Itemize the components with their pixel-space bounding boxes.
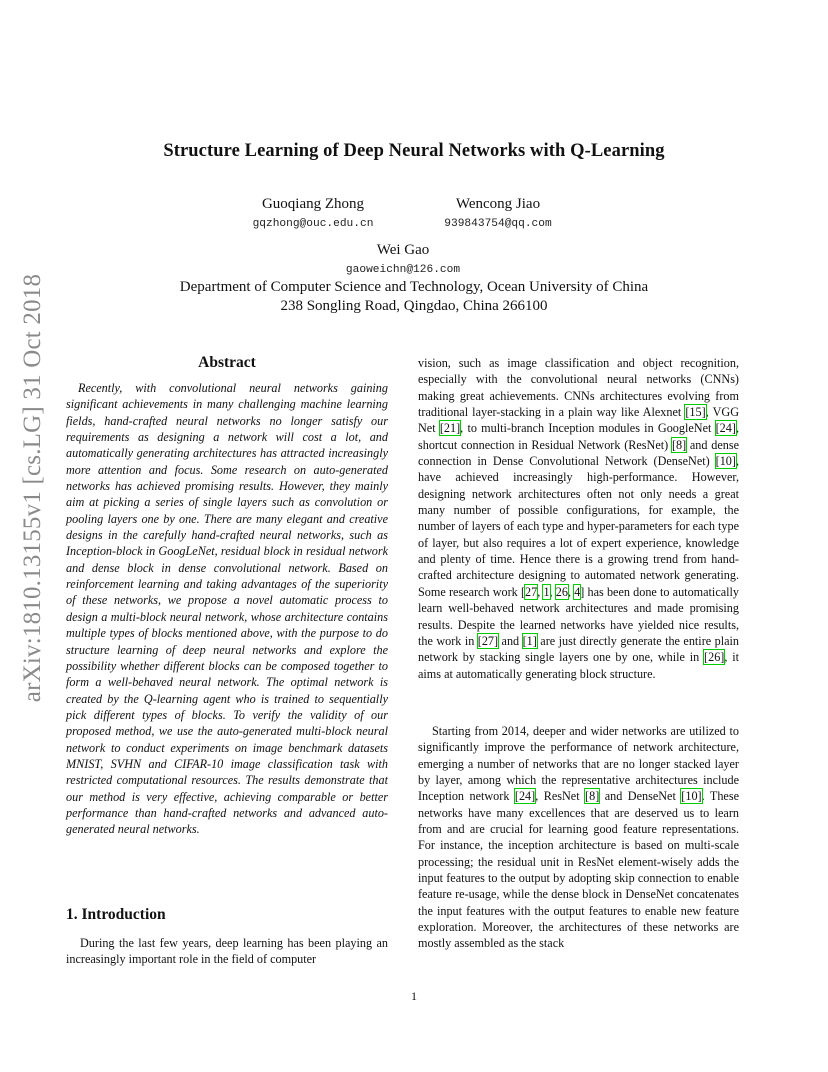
citation-link[interactable]: 26 — [555, 584, 568, 599]
author-block-1 — [213, 196, 413, 230]
author-block-2 — [398, 196, 598, 230]
introduction-heading: 1. Introduction — [66, 906, 166, 923]
author-block-3 — [303, 242, 503, 276]
abstract-heading: Abstract — [198, 354, 256, 371]
citation-link[interactable]: 4 — [574, 584, 581, 599]
right-column-paragraph-1: vision, such as image classification and object recognition, especially with the convolutional neural networks (CNNs) making great achievements. CNNs architectures evolving from traditional layer-stacking in a plain way like Alexnet [15], VGG Net [21], to multi-branch Inception modules in GoogleNet [24], shortcut connection in Residual Network (ResNet) [8] and dense connection in Dense Convolutional Network (DenseNet) [10], have achieved increasingly high-performance. However, designing network architectures often not only needs a great many number of possible configurations, for example, the number of layers of each type and hyper-parameters for each type of layer, but also requires a lot of expert experience, knowledge and plenty of time. Hence there is a growing trend from hand-crafted architecture designing to automated network generating. Some research work [27, 1, 26, 4] has been done to automatically learn well-behaved network architectures and made promising results. Despite the learned networks have yielded nice results, the work in [27] and [1] are just directly generate the entire plain network by stacking single layers one by one, while in [26], it aims at automatically generating block structure. — [418, 356, 740, 681]
author-email: gqzhong@ouc.edu.cn — [252, 218, 374, 230]
abstract-text: Recently, with convolutional neural networks gaining significant achievements in many challenging machine learning fields, hand-crafted neural networks no longer satisfy our requirements as designing a network will cost a lot, and automatically generating architectures has attracted increasingly more attention and focus. Some research on auto-generated networks has achieved promising results. However, they mainly aim at picking a series of single layers such as convolution or pooling layers one by one. There are many elegant and creative designs in the carefully hand-crafted neural networks, such as Inception-block in GoogLeNet, residual block in residual network and dense block in dense convolutional network. Based on reinforcement learning and taking advantages of the superiority of these networks, we propose a novel automatic process to design a multi-block neural network, whose architecture contains multiple types of blocks mentioned above, with the purpose to do structure learning of deep neural networks and explore the possibility whether different blocks can be composed together to form a well-behaved neural network. The optimal network is created by the Q-learning agent who is trained to sequentially pick different types of blocks. To verify the validity of our proposed method, we use the auto-generated multi-block neural network to conduct experiments on image benchmark datasets MNIST, SVHN and CIFAR-10 image classification task with restricted computational resources. The results demonstrate that our method is very effective, achieving comparable or better performance than hand-crafted networks and advanced auto-generated neural networks. — [66, 381, 388, 837]
paper-title: Structure Learning of Deep Neural Networks with Q-Learning — [163, 141, 665, 161]
citation-link[interactable]: [10] — [715, 454, 736, 469]
citation-link[interactable]: [21] — [439, 421, 461, 436]
affiliation-line: Department of Computer Science and Technology, Ocean University of China — [179, 279, 649, 295]
citation-link[interactable]: [24] — [715, 421, 736, 436]
citation-link[interactable]: [26] — [704, 650, 725, 665]
introduction-paragraph: During the last few years, deep learning has been playing an increasingly important role in the field of computer — [66, 936, 388, 967]
citation-link[interactable]: [8] — [671, 437, 687, 452]
citation-link[interactable]: [15] — [685, 405, 706, 420]
author-name: Guoqiang Zhong — [261, 196, 365, 212]
citation-link[interactable]: 1 — [543, 584, 550, 599]
arxiv-identifier-text: arXiv:1810.13155v1 [cs.LG] 31 Oct 2018 — [19, 273, 46, 703]
author-name: Wei Gao — [376, 242, 430, 258]
arxiv-identifier — [18, 273, 48, 703]
author-email: 939843754@qq.com — [444, 218, 552, 230]
right-column-paragraph-2: Starting from 2014, deeper and wider networks are utilized to significantly improve the performance of network architecture, emerging a number of networks that are no longer stacked layer by layer, among which the representative architectures include Inception network [24], ResNet [8] and DenseNet [10]. These networks have many excellences that are deserved us to learn from and are crucial for learning good feature representations. For instance, the inception architecture is based on multi-scale processing; the residual unit in ResNet element-wisely adds the input features to the output by adopting skip connection to enable feature re-usage, while the dense block in DenseNet concatenates the input features with the output features to enable new feature exploration. Moreover, the architectures of these networks are mostly assembled as the stack — [418, 724, 739, 951]
citation-link[interactable]: 27 — [525, 584, 538, 599]
citation-link[interactable]: [1] — [522, 633, 537, 648]
page-number: 1 — [411, 989, 417, 1003]
citation-link[interactable]: [10] — [681, 789, 702, 804]
address-line: 238 Songling Road, Qingdao, China 266100 — [280, 298, 548, 314]
citation-link[interactable]: [27] — [477, 633, 499, 648]
citation-link[interactable]: [24] — [514, 789, 536, 804]
citation-link[interactable]: [8] — [585, 789, 600, 804]
author-email: gaoweichn@126.com — [345, 264, 461, 276]
author-name: Wencong Jiao — [455, 196, 541, 212]
